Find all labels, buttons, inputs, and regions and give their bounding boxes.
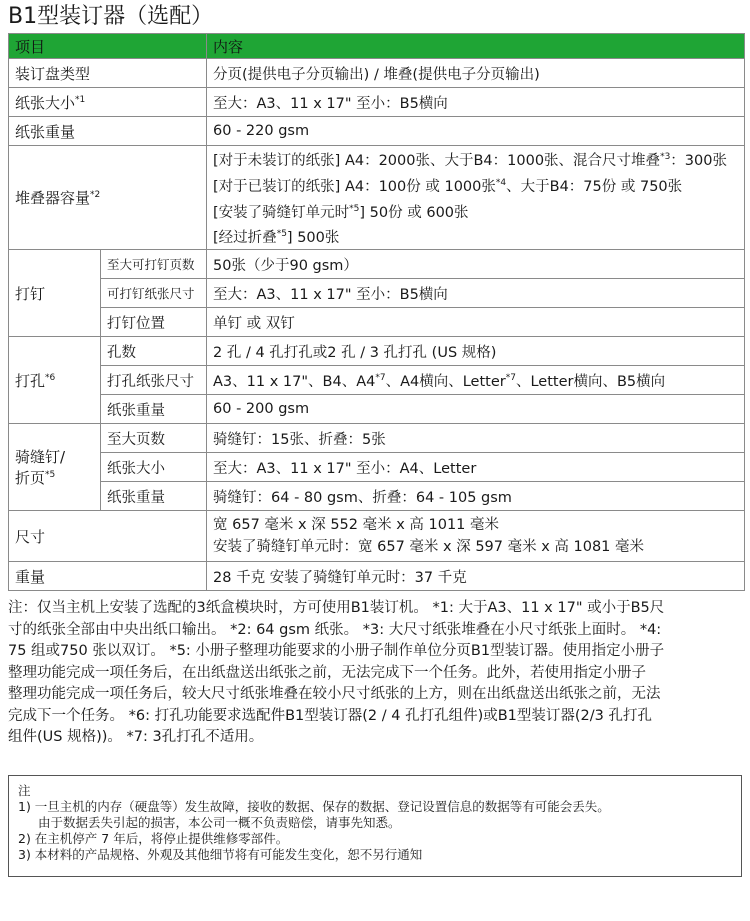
footnote-line: 整理功能完成一项任务后，在出纸盘送出纸张之前，无法完成下一个任务。此外，若使用指定小册子 [8,664,646,681]
group-label: 打孔$^{*6}$ [9,337,101,424]
row-value: 至大：A3、11 x 17" 至小：A4、Letter [207,453,745,482]
row-value: 至大：A3、11 x 17" 至小：B5横向 [207,279,745,308]
table-row [9,453,745,482]
stacker-line: [对于未装订的纸张] A4：2000张、大于B4：1000张、混合尺寸堆叠$^{*3}$：300张 [213,152,727,169]
sub-label: 至大可打钉页数 [101,250,207,279]
notice-line: 3) 本材料的产品规格、外观及其他细节将有可能发生变化，恕不另行通知 [18,847,423,862]
row-value: A3、11 x 17"、B4、A4$^{*7}$、A4横向、Letter$^{*7}$、Letter横向、B5横向 [207,366,745,395]
footnote-line: 注：仅当主机上安装了选配的3纸盒模块时，方可使用B1装订机。 *1: 大于A3、11 x 17" 或小于B5尺 [8,600,665,616]
table-row [9,279,745,308]
table-row [9,511,745,562]
table-row [9,366,745,395]
page-title: B1型装订器（选配） [8,4,214,29]
sub-label: 至大页数 [101,424,207,453]
group-label: 骑缝钉/ 折页$^{*5}$ [9,424,101,511]
footnote-line: 组件(US 规格))。 *7: 3孔打孔不适用。 [8,729,264,745]
table-row [9,424,745,453]
header-item: 项目 [9,34,207,59]
notice-line: 1) 一旦主机的内存（硬盘等）发生故障，接收的数据、保存的数据、登记设置信息的数据等有可能会丢失。 [18,799,610,814]
sub-label: 孔数 [101,337,207,366]
row-value: 60 - 200 gsm [207,395,745,424]
table-row [9,482,745,511]
group-label: 打钉 [9,250,101,337]
table-row [9,88,745,117]
sub-label: 纸张重量 [101,482,207,511]
row-value: 至大：A3、11 x 17" 至小：B5横向 [207,88,745,117]
row-label: 纸张重量 [9,117,207,146]
notice-line: 2) 在主机停产 7 年后，将停止提供维修零部件。 [18,831,289,846]
row-value [207,146,745,250]
row-value: 单钉 或 双钉 [207,308,745,337]
row-value: 分页(提供电子分页输出) / 堆叠(提供电子分页输出) [207,59,745,88]
table-row [9,395,745,424]
header-content: 内容 [207,34,745,59]
stacker-line: [安装了骑缝钉单元时$^{*5}$] 50份 或 600张 [213,203,469,221]
row-value: 骑缝钉：64 - 80 gsm、折叠：64 - 105 gsm [207,482,745,511]
footnote-line: 整理功能完成一项任务后，较大尺寸纸张堆叠在较小尺寸纸张的上方，则在出纸盘送出纸张之前，无法 [8,686,661,702]
row-label: 重量 [9,562,207,591]
footnote-mark: *6 [45,372,56,383]
footnote-line: 寸的纸张全部由中央出纸口输出。 *2: 64 gsm 纸张。 *3: 大尺寸纸张堆叠在小尺寸纸张上面时。 *4: [8,621,662,638]
table-row [9,308,745,337]
table-row [9,562,745,591]
table-row [9,146,745,250]
stacker-line: [经过折叠$^{*5}$] 500张 [213,229,340,247]
footnote-mark: *5 [45,470,56,481]
sub-label: 纸张重量 [101,395,207,424]
row-value: 骑缝钉：15张、折叠：5张 [207,424,745,453]
notice-line: 由于数据丢失引起的损害，本公司一概不负责赔偿，请事先知悉。 [38,815,401,830]
row-value: 28 千克 安装了骑缝钉单元时：37 千克 [207,562,745,591]
footnotes [8,598,744,749]
spec-table [8,33,745,591]
row-label: 纸张大小$^{*1}$ [9,88,207,117]
sub-label: 打钉位置 [101,308,207,337]
table-row [9,337,745,366]
row-value: 60 - 220 gsm [207,117,745,146]
table-row [9,59,745,88]
footnote-line: 完成下一个任务。 *6: 打孔功能要求选配件B1型装订器(2 / 4 孔打孔组件)或B1型装订器(2/3 孔打孔 [8,707,653,724]
stacker-line: [对于已装订的纸张] A4：100份 或 1000张$^{*4}$、大于B4：75份 或 750张 [213,177,683,195]
notice-box [8,775,742,877]
table-header-row [9,34,745,59]
row-value: 50张（少于90 gsm） [207,250,745,279]
table-row [9,250,745,279]
footnote-mark: *1 [75,94,86,105]
footnote-line: 75 组或750 张以双订。 *5: 小册子整理功能要求的小册子制作单位分页B1型装订器。使用指定小册子 [8,643,665,659]
row-value: 2 孔 / 4 孔打孔或2 孔 / 3 孔打孔 (US 规格) [207,337,745,366]
sub-label: 打孔纸张尺寸 [101,366,207,395]
sub-label: 可打钉纸张尺寸 [101,279,207,308]
footnote-mark: *2 [90,190,101,201]
row-label: 堆叠器容量$^{*2}$ [9,146,207,250]
row-label: 装订盘类型 [9,59,207,88]
notice-title: 注 [18,783,31,798]
table-row [9,117,745,146]
row-value: 宽 657 毫米 x 深 552 毫米 x 高 1011 毫米 安装了骑缝钉单元时：宽 657 毫米 x 深 597 毫米 x 高 1081 毫米 [207,511,745,562]
sub-label: 纸张大小 [101,453,207,482]
row-label: 尺寸 [9,511,207,562]
